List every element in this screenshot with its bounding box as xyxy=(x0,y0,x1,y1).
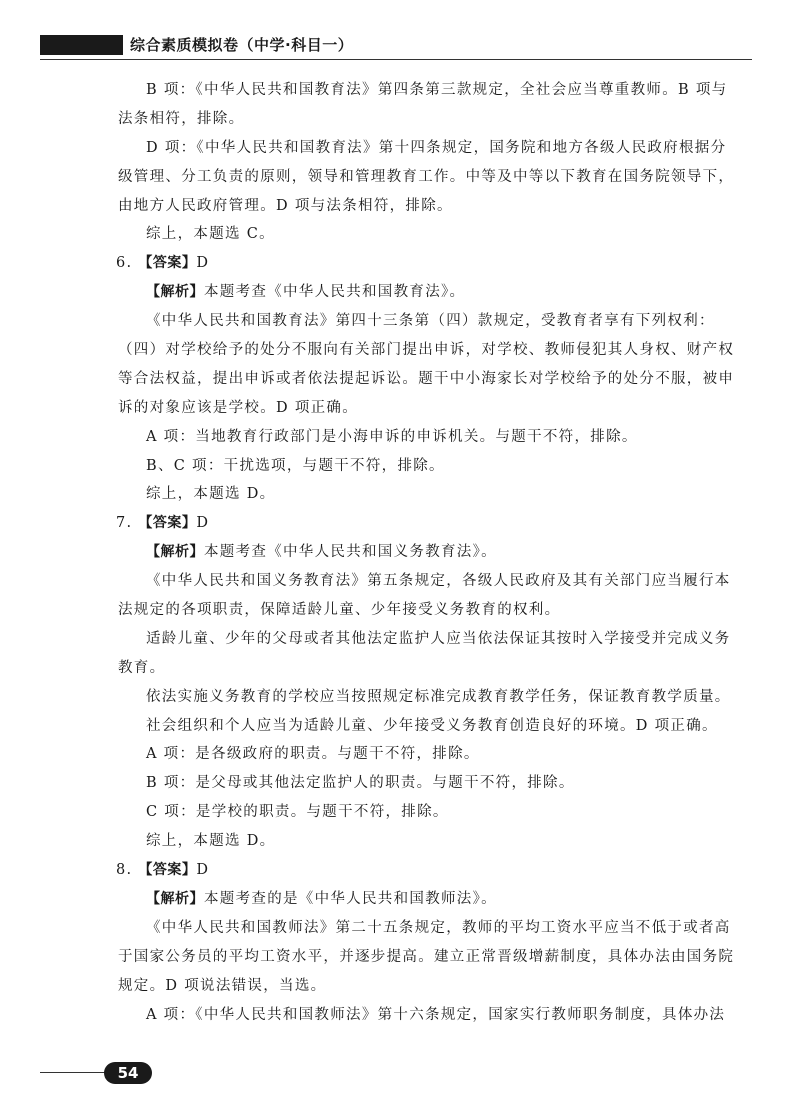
text-line xyxy=(118,1001,752,1030)
line-text: 《中华人民共和国教师法》第二十五条规定，教师的平均工资水平应当不低于或者高 xyxy=(146,919,731,936)
line-text: 于国家公务员的平均工资水平，并逐步提高。建立正常晋级增薪制度，具体办法由国务院 xyxy=(118,948,735,965)
text-line xyxy=(118,827,752,856)
line-text: 级管理、分工负责的原则，领导和管理教育工作。中等及中等以下教育在国务院领导下， xyxy=(118,168,735,185)
text-line xyxy=(118,105,752,134)
answer-line xyxy=(118,509,752,538)
line-text: A 项：是各级政府的职责。与题干不符，排除。 xyxy=(146,746,480,763)
question-number: 8. xyxy=(116,862,133,879)
text-line xyxy=(118,596,752,625)
line-text: 法规定的各项职责，保障适龄儿童、少年接受义务教育的权利。 xyxy=(118,602,561,619)
text-line xyxy=(118,943,752,972)
line-text: C 项：是学校的职责。与题干不符，排除。 xyxy=(146,804,449,821)
line-text: （四）对学校给予的处分不服向有关部门提出申诉，对学校、教师侵犯其人身权、财产权 xyxy=(118,342,735,359)
line-text: B、C 项：干扰选项，与题干不符，排除。 xyxy=(146,457,445,474)
text-line xyxy=(118,134,752,163)
text-line xyxy=(118,914,752,943)
text-line xyxy=(118,972,752,1001)
header-black-bar xyxy=(40,35,123,55)
answer-tag: 【答案】 xyxy=(138,862,197,879)
line-text: 综上，本题选 C。 xyxy=(146,226,275,243)
line-text: 《中华人民共和国义务教育法》第五条规定，各级人民政府及其有关部门应当履行本 xyxy=(146,573,731,590)
analysis-tag: 【解析】 xyxy=(146,284,204,301)
answer-tag: 【答案】 xyxy=(138,255,197,272)
line-text: 本题考查《中华人民共和国教育法》。 xyxy=(204,284,466,301)
line-text: A 项：《中华人民共和国教师法》第十六条规定，国家实行教师职务制度，具体办法 xyxy=(146,1006,726,1023)
text-line xyxy=(118,307,752,336)
line-text: D 项：《中华人民共和国教育法》第十四条规定，国务院和地方各级人民政府根据分 xyxy=(146,139,727,156)
analysis-tag: 【解析】 xyxy=(146,890,204,907)
line-text: 综上，本题选 D。 xyxy=(146,486,276,503)
text-line xyxy=(118,683,752,712)
line-text: 教育。 xyxy=(118,659,166,676)
analysis-line xyxy=(118,278,752,307)
header-rule xyxy=(40,59,752,60)
analysis-line xyxy=(118,885,752,914)
line-text: 本题考查《中华人民共和国义务教育法》。 xyxy=(204,544,497,561)
running-header-title: 综合素质模拟卷（中学·科目一） xyxy=(130,36,354,54)
analysis-tag: 【解析】 xyxy=(146,544,204,561)
text-line xyxy=(118,76,752,105)
line-text: A 项：当地教育行政部门是小海申诉的申诉机关。与题干不符，排除。 xyxy=(146,428,638,445)
text-line xyxy=(118,365,752,394)
text-line xyxy=(118,769,752,798)
text-line xyxy=(118,480,752,509)
text-line xyxy=(118,394,752,423)
text-line xyxy=(118,220,752,249)
text-line xyxy=(118,423,752,452)
text-line xyxy=(118,712,752,741)
text-line xyxy=(118,192,752,221)
text-line xyxy=(118,567,752,596)
text-line xyxy=(118,163,752,192)
line-text: 依法实施义务教育的学校应当按照规定标准完成教育教学任务，保证教育教学质量。 xyxy=(146,688,731,705)
line-text: 《中华人民共和国教育法》第四十三条第（四）款规定，受教育者享有下列权利： xyxy=(146,313,715,330)
answer-value: D xyxy=(196,255,210,272)
line-text: 综上，本题选 D。 xyxy=(146,833,276,850)
answer-value: D xyxy=(196,515,210,532)
question-number: 7. xyxy=(116,515,133,532)
line-text: 社会组织和个人应当为适龄儿童、少年接受义务教育创造良好的环境。D 项正确。 xyxy=(146,717,718,734)
analysis-line xyxy=(118,538,752,567)
answer-tag: 【答案】 xyxy=(138,515,197,532)
text-line xyxy=(118,625,752,654)
text-line xyxy=(118,740,752,769)
line-text: B 项：《中华人民共和国教育法》第四条第三款规定，全社会应当尊重教师。B 项与 xyxy=(146,82,728,98)
answer-value: D xyxy=(196,862,210,879)
text-line xyxy=(118,336,752,365)
line-text: 规定。D 项说法错误，当选。 xyxy=(118,977,327,994)
line-text: 诉的对象应该是学校。D 项正确。 xyxy=(118,399,359,416)
question-number: 6. xyxy=(116,255,133,272)
line-text: 本题考查的是《中华人民共和国教师法》。 xyxy=(204,890,497,907)
document-body xyxy=(118,76,752,1029)
line-text: 由地方人民政府管理。D 项与法条相符，排除。 xyxy=(118,197,453,214)
text-line xyxy=(118,452,752,481)
answer-line xyxy=(118,249,752,278)
line-text: 等合法权益，提出申诉或者依法提起诉讼。题干中小海家长对学校给予的处分不服，被申 xyxy=(118,370,735,387)
line-text: 法条相符，排除。 xyxy=(118,110,245,127)
line-text: B 项：是父母或其他法定监护人的职责。与题干不符，排除。 xyxy=(146,775,575,792)
text-line xyxy=(118,798,752,827)
page-number: 54 xyxy=(104,1062,152,1084)
text-line xyxy=(118,654,752,683)
answer-line xyxy=(118,856,752,885)
line-text: 适龄儿童、少年的父母或者其他法定监护人应当依法保证其按时入学接受并完成义务 xyxy=(146,630,731,647)
